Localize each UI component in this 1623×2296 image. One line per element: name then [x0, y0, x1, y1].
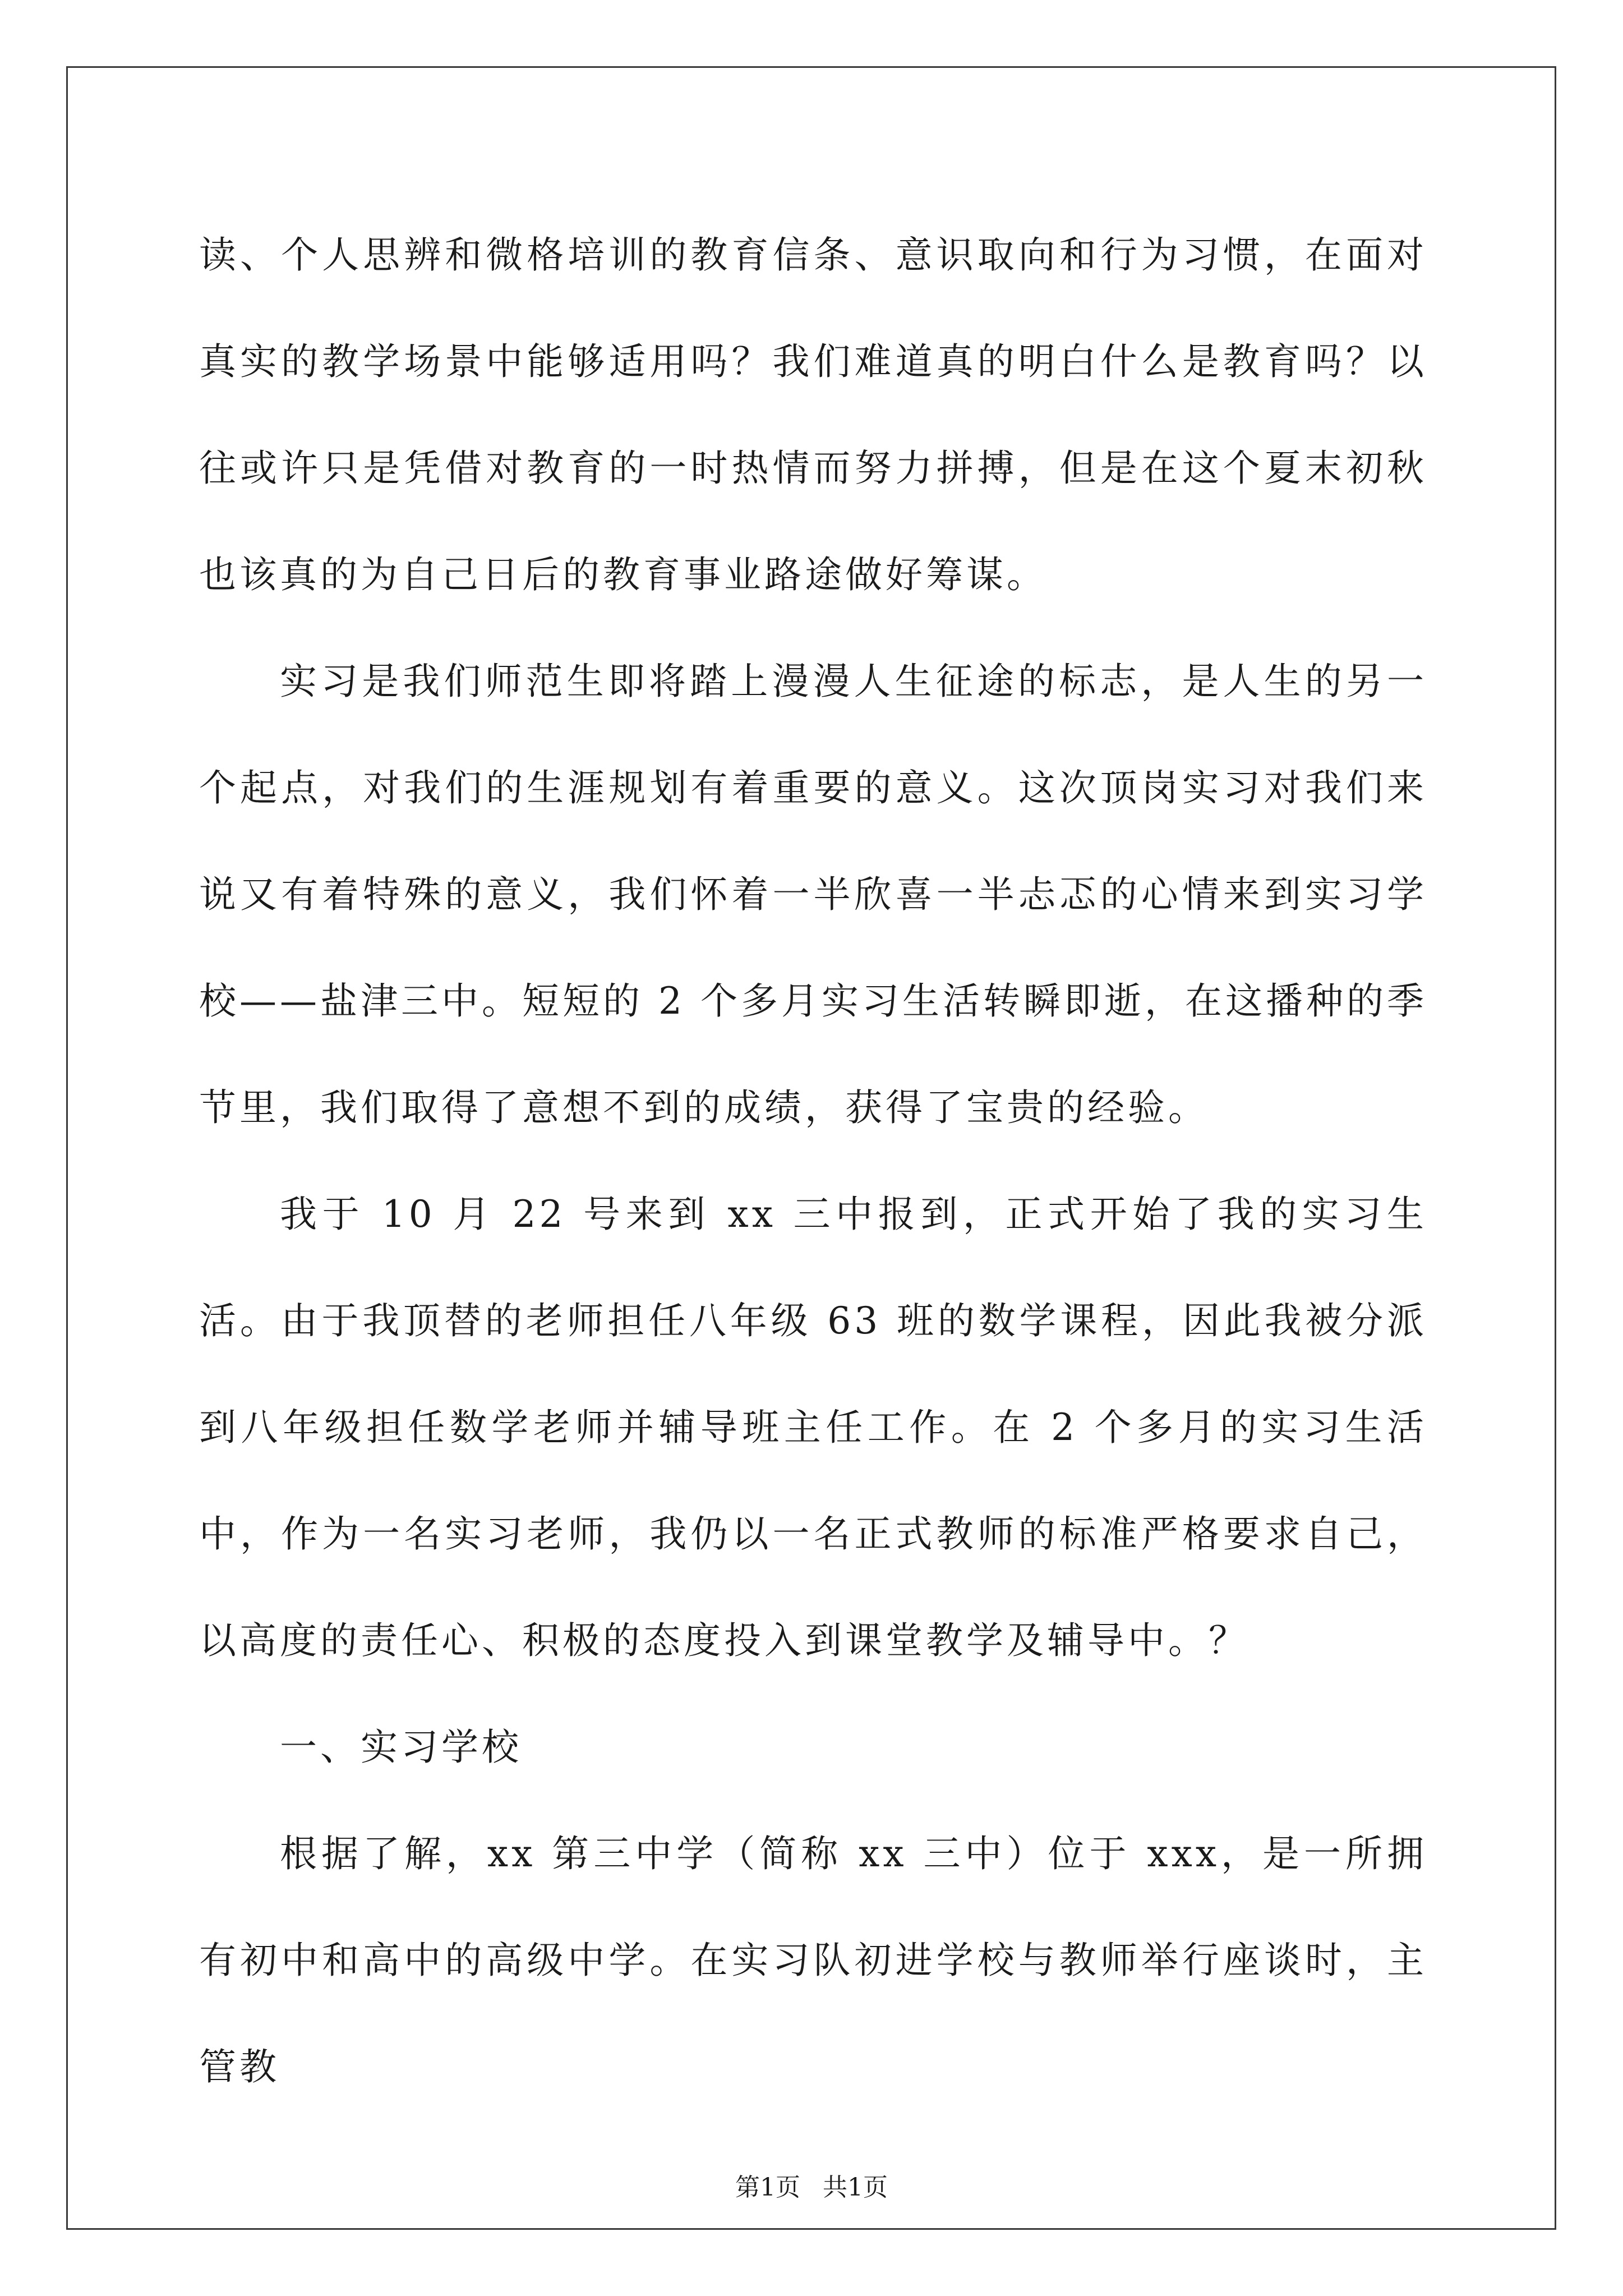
paragraph-3: 我于 10 月 22 号来到 xx 三中报到，正式开始了我的实习生活。由于我顶替的老师担任八年级 63 班的数学课程，因此我被分派到八年级担任数学老师并辅导班主任工作。在 2 个多月的实习生活中，作为一名实习老师，我仍以一名正式教师的标准严格要求自己，以高度的责任心、积极的态度投入到课堂教学及辅导中。？ [199, 1193, 1427, 1662]
page-total: 共1页 [823, 2173, 888, 2202]
page-number: 第1页 [735, 2173, 800, 2202]
paragraph-2: 实习是我们师范生即将踏上漫漫人生征途的标志，是人生的另一个起点，对我们的生涯规划有着重要的意义。这次顶岗实习对我们来说又有着特殊的意义，我们怀着一半欣喜一半忐忑的心情来到实习学校——盐津三中。短短的 2 个多月实习生活转瞬即逝，在这播种的季节里，我们取得了意想不到的成绩，获得了宝贵的经验。 [199, 660, 1427, 1129]
section-heading: 一、实习学校 [280, 1726, 522, 1769]
paragraph-4: 根据了解，xx 第三中学（简称 xx 三中）位于 xxx，是一所拥有初中和高中的高级中学。在实习队初进学校与教师举行座谈时，主管教 [199, 1832, 1427, 2088]
page-footer [0, 2171, 1623, 2205]
document-body [199, 202, 1427, 2120]
paragraph-1: 读、个人思辨和微格培训的教育信条、意识取向和行为习惯，在面对真实的教学场景中能够适用吗？我们难道真的明白什么是教育吗？以往或许只是凭借对教育的一时热情而努力拼搏，但是在这个夏末初秋也该真的为自己日后的教育事业路途做好筹谋。 [199, 233, 1427, 596]
